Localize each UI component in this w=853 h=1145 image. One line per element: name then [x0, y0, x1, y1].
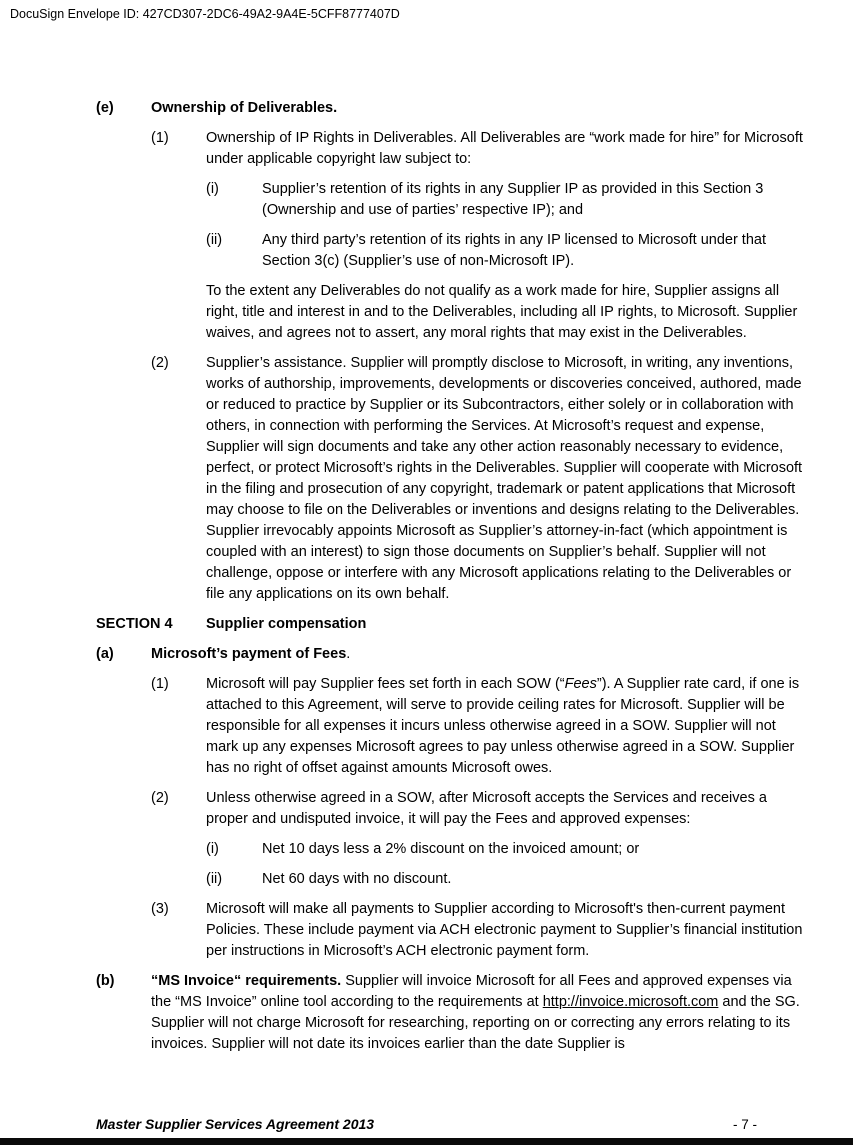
- text-run: Ownership of IP Rights in Deliverables. All Deliverables are “work made for hire” for Microsoft under applicable copyright law subject to:: [206, 130, 803, 167]
- paragraph-text: [151, 644, 811, 665]
- paragraph: [0, 98, 853, 119]
- paragraph-text: [206, 788, 811, 830]
- text-run: Ownership of Deliverables.: [151, 100, 338, 116]
- paragraph: [0, 644, 853, 665]
- paragraph-text: [206, 128, 811, 170]
- paragraph: [0, 128, 853, 170]
- paragraph-label: (ii): [206, 232, 223, 248]
- paragraph-label: (i): [206, 181, 219, 197]
- paragraph-text: [262, 179, 811, 221]
- text-run: Supplier compensation: [206, 616, 367, 632]
- paragraph-label: (i): [206, 841, 219, 857]
- paragraph: [0, 230, 853, 272]
- text-run: Microsoft will make all payments to Supplier according to Microsoft's then-current payment Policies. These include payment via ACH electronic payment to Supplier’s financial institution per instructions in Microsoft’s ACH electronic payment form.: [206, 901, 803, 959]
- bottom-black-bar: [0, 1138, 853, 1145]
- text-run: Unless otherwise agreed in a SOW, after Microsoft accepts the Services and receives a proper and undisputed invoice, it will pay the Fees and approved expenses:: [206, 790, 767, 827]
- text-run: Supplier will invoice Microsoft for all Fees and approved expenses via the “MS Invoice” online tool according to the requirements at: [151, 973, 792, 1010]
- text-run: Net 10 days less a 2% discount on the invoiced amount; or: [262, 841, 640, 857]
- paragraph-text: [151, 98, 811, 119]
- paragraph-text: [262, 869, 811, 890]
- paragraph: [0, 674, 853, 779]
- text-run: and the SG. Supplier will not charge Microsoft for researching, reporting on or correcting any errors relating to its invoices. Supplier will not date its invoices earlier than the date Supplier is: [151, 994, 800, 1052]
- paragraph-text: [262, 839, 811, 860]
- paragraph-label: (e): [96, 100, 114, 116]
- docusign-envelope-id: DocuSign Envelope ID: 427CD307-2DC6-49A2-9A4E-5CFF8777407D: [10, 7, 400, 21]
- paragraph-label: (ii): [206, 871, 223, 887]
- text-run: To the extent any Deliverables do not qualify as a work made for hire, Supplier assigns all right, title and interest in and to the Deliverables, including all IP rights, to Microsoft. Supplier waives, and agrees not to assert, any moral rights that may exist in the Deliverables.: [206, 283, 798, 341]
- paragraph-label: (b): [96, 973, 115, 989]
- text-run: Microsoft’s payment of Fees: [151, 646, 347, 662]
- text-run: Any third party’s retention of its rights in any IP licensed to Microsoft under that Section 3(c) (Supplier’s use of non-Microsoft IP).: [262, 232, 766, 269]
- text-run: Supplier’s retention of its rights in any Supplier IP as provided in this Section 3 (Ownership and use of parties’ respective IP); and: [262, 181, 764, 218]
- paragraph-text: [206, 281, 811, 344]
- paragraph: [0, 869, 853, 890]
- paragraph: [0, 899, 853, 962]
- paragraph-label: (1): [151, 676, 169, 692]
- paragraph-text: [151, 971, 811, 1055]
- text-run: Supplier’s assistance. Supplier will promptly disclose to Microsoft, in writing, any inventions, works of authorship, improvements, developments or discoveries conceived, authored, made or reduced to practice by Supplier or its Subcontractors, either solely or in collaboration with others, in connection with performing the Services. At Microsoft’s request and expense, Supplier will sign documents and take any other action reasonably necessary to evidence, perfect, or protect Microsoft’s rights in the Deliverables. Supplier will cooperate with Microsoft in the filing and prosecution of any copyright, trademark or patent applications that Microsoft may choose to file on the Deliverables or inventions and designs relating to the Deliverables. Supplier irrevocably appoints Microsoft as Supplier’s attorney-in-fact (which appointment is coupled with an interest) to sign those documents on Supplier’s behalf. Supplier will not challenge, oppose or interfere with any Microsoft applications relating to the Deliverables or file any applications on its own behalf.: [206, 355, 803, 602]
- paragraph-text: [206, 674, 811, 779]
- page-footer: [0, 1116, 853, 1132]
- paragraph-text: [262, 230, 811, 272]
- text-run: ”). A Supplier rate card, if one is attached to this Agreement, will serve to provide ceiling rates for Microsoft. Supplier will be responsible for all expenses it incurs unless otherwise agreed in a SOW. Supplier will not mark up any expenses Microsoft agrees to pay unless otherwise agreed in a SOW. Supplier has no right of offset against amounts Microsoft owes.: [206, 676, 800, 776]
- paragraph: [0, 353, 853, 605]
- footer-document-title: Master Supplier Services Agreement 2013: [96, 1116, 375, 1132]
- paragraph-label: SECTION 4: [96, 616, 173, 632]
- footer-page-number: - 7 -: [732, 1117, 757, 1132]
- paragraph-label: (3): [151, 901, 169, 917]
- paragraph-text: [206, 353, 811, 605]
- invoice-url-link[interactable]: http://invoice.microsoft.com: [542, 994, 719, 1010]
- paragraph-label: (a): [96, 646, 114, 662]
- text-run: “MS Invoice“ requirements.: [151, 973, 346, 989]
- paragraph-label: (1): [151, 130, 169, 146]
- paragraph-text: [206, 614, 811, 635]
- paragraph: [0, 281, 853, 344]
- document-body: [0, 98, 853, 1064]
- paragraph-label: (2): [151, 355, 169, 371]
- text-run: Microsoft will pay Supplier fees set forth in each SOW (“: [206, 676, 565, 692]
- paragraph: [0, 179, 853, 221]
- paragraph-text: [206, 899, 811, 962]
- paragraph: [0, 971, 853, 1055]
- paragraph: [0, 788, 853, 830]
- paragraph-label: (2): [151, 790, 169, 806]
- text-run: Net 60 days with no discount.: [262, 871, 452, 887]
- paragraph: [0, 614, 853, 635]
- text-run: .: [346, 646, 351, 662]
- text-run: Fees: [564, 676, 597, 692]
- paragraph: [0, 839, 853, 860]
